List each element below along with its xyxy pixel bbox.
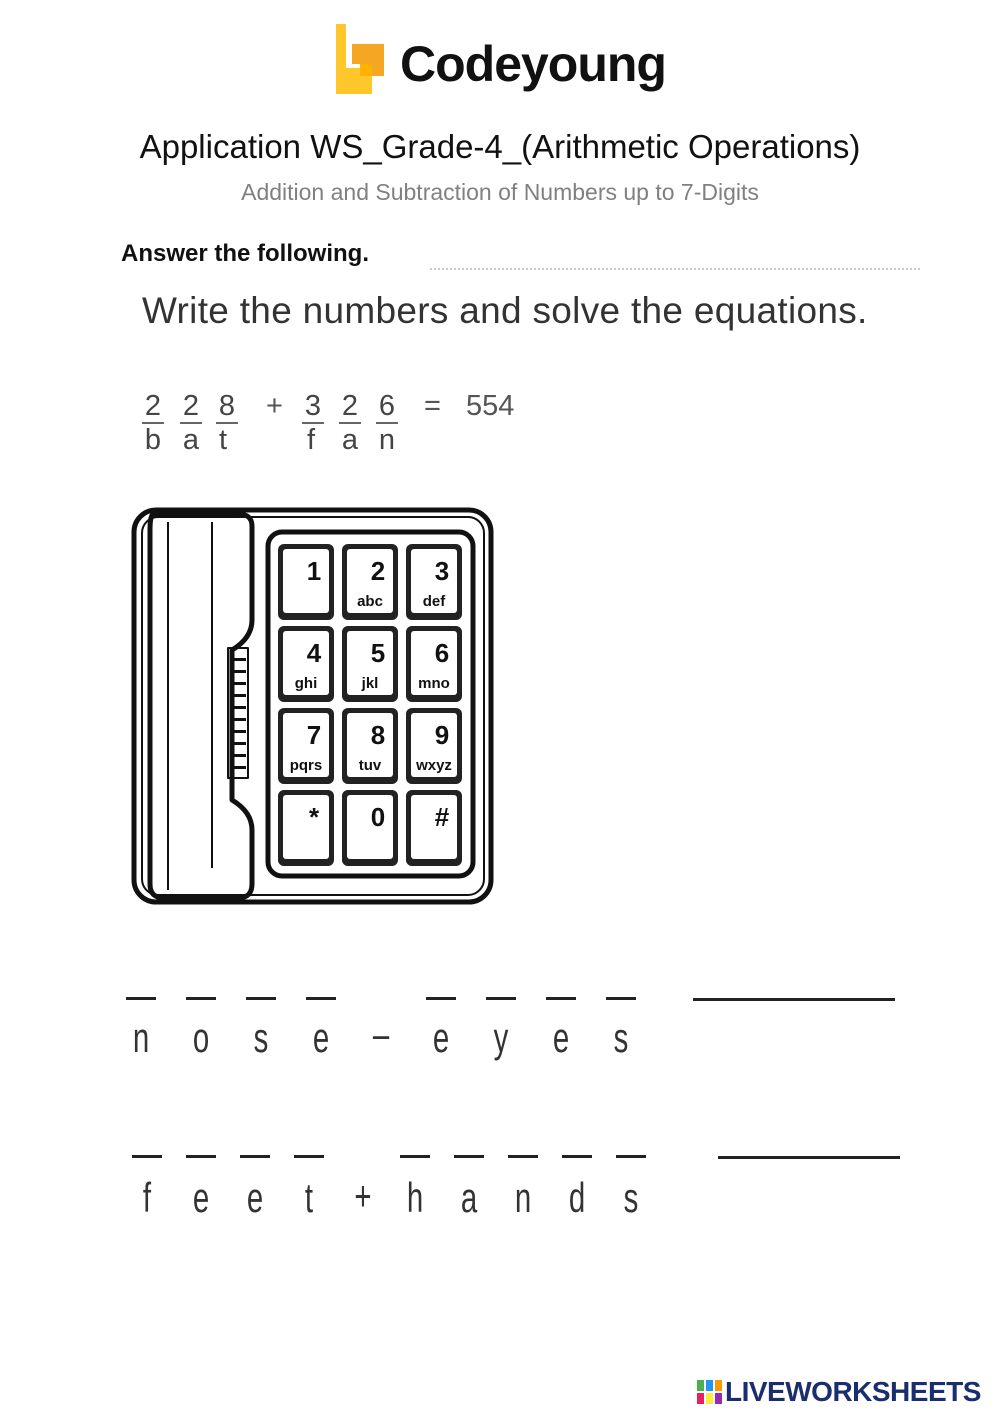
answer-blank[interactable]	[246, 997, 276, 1000]
puzzle-letter: e	[312, 1014, 330, 1061]
answer-blank[interactable]	[306, 997, 336, 1000]
keypad-key-0[interactable]	[342, 790, 398, 866]
answer-blank[interactable]	[186, 1155, 216, 1158]
keypad-key-letters: ghi	[294, 675, 318, 692]
puzzle-letter: e	[552, 1014, 570, 1061]
example-digit: 8	[216, 390, 238, 424]
example-letter: f	[306, 424, 316, 456]
keypad-key-9[interactable]	[406, 708, 462, 784]
puzzle-letter: s	[613, 1014, 629, 1061]
instruction-text: Answer the following.	[121, 240, 370, 267]
puzzle-operator: +	[354, 1172, 372, 1219]
keypad-key-number: 5	[370, 638, 386, 668]
keypad-key-number: *	[308, 802, 320, 832]
answer-blank[interactable]	[606, 997, 636, 1000]
keypad-key-star[interactable]	[278, 790, 334, 866]
puzzle-letter: h	[406, 1174, 424, 1221]
answer-blank[interactable]	[616, 1155, 646, 1158]
answer-blank[interactable]	[486, 997, 516, 1000]
telephone-illustration	[120, 500, 500, 910]
example-digit: 2	[339, 390, 361, 424]
puzzle-letter: s	[253, 1014, 269, 1061]
puzzle-letter: e	[246, 1174, 264, 1221]
keypad-key-3[interactable]	[406, 544, 462, 620]
example-letter: a	[341, 424, 359, 456]
keypad-key-2[interactable]	[342, 544, 398, 620]
example-digit: 6	[376, 390, 398, 424]
puzzle-operator: –	[372, 1010, 390, 1057]
keypad-key-letters: wxyz	[416, 757, 452, 774]
example-result: 554	[466, 390, 515, 422]
puzzle-letter: n	[514, 1174, 532, 1221]
liveworksheets-brand: LIVEWORKSHEETS	[725, 1376, 981, 1407]
keypad-key-number: 2	[370, 556, 386, 586]
example-letter: b	[144, 424, 162, 456]
codeyoung-logo	[332, 24, 672, 104]
dotted-divider	[430, 268, 920, 270]
brand-name: Codeyoung	[400, 36, 666, 92]
keypad-key-4[interactable]	[278, 626, 334, 702]
keypad-key-number: 7	[306, 720, 322, 750]
answer-blank[interactable]	[240, 1155, 270, 1158]
keypad-key-number: 9	[434, 720, 450, 750]
keypad-key-letters: tuv	[358, 757, 382, 774]
answer-blank[interactable]	[186, 997, 216, 1000]
example-equals: =	[424, 390, 441, 422]
example-digit: 2	[180, 390, 202, 424]
puzzle-letter: n	[132, 1014, 150, 1061]
puzzle-letter: e	[432, 1014, 450, 1061]
keypad-key-7[interactable]	[278, 708, 334, 784]
keypad-key-number: #	[434, 802, 450, 832]
puzzle-letter: y	[493, 1014, 509, 1061]
puzzle-letter: s	[623, 1174, 639, 1221]
keypad-key-hash[interactable]	[406, 790, 462, 866]
task-heading: Write the numbers and solve the equations.	[142, 290, 868, 331]
answer-blank[interactable]	[546, 997, 576, 1000]
answer-blank[interactable]	[294, 1155, 324, 1158]
example-letter: t	[218, 424, 228, 456]
keypad-key-8[interactable]	[342, 708, 398, 784]
puzzle-letter: f	[142, 1174, 152, 1221]
worksheet-subtitle: Addition and Subtraction of Numbers up to 7-Digits	[241, 179, 759, 205]
answer-line[interactable]	[693, 998, 895, 1001]
keypad-key-letters: abc	[357, 593, 383, 610]
keypad-key-letters: jkl	[361, 675, 379, 692]
answer-blank[interactable]	[454, 1155, 484, 1158]
example-letter: n	[378, 424, 396, 456]
answer-line[interactable]	[718, 1156, 900, 1159]
keypad-key-letters: def	[422, 593, 446, 610]
puzzle-letter: a	[460, 1174, 478, 1221]
worksheet-title: Application WS_Grade-4_(Arithmetic Operations)	[139, 128, 861, 165]
keypad-key-number: 8	[370, 720, 386, 750]
keypad-key-number: 0	[370, 802, 386, 832]
keypad-key-5[interactable]	[342, 626, 398, 702]
keypad-key-number: 3	[434, 556, 450, 586]
keypad-key-1[interactable]	[278, 544, 334, 620]
puzzle-letter: o	[192, 1014, 210, 1061]
answer-blank[interactable]	[126, 997, 156, 1000]
keypad-key-letters: pqrs	[289, 757, 323, 774]
keypad-key-6[interactable]	[406, 626, 462, 702]
example-letter: a	[182, 424, 200, 456]
liveworksheets-logo[interactable]	[697, 1378, 997, 1408]
answer-blank[interactable]	[562, 1155, 592, 1158]
example-operator: +	[266, 390, 283, 422]
answer-blank[interactable]	[426, 997, 456, 1000]
puzzle-letter: d	[568, 1174, 586, 1221]
keypad-key-number: 1	[306, 556, 322, 586]
keypad-key-number: 4	[306, 638, 322, 668]
liveworksheets-logo-icon	[697, 1380, 723, 1404]
example-digit: 3	[302, 390, 324, 424]
answer-blank[interactable]	[132, 1155, 162, 1158]
puzzle-letter: e	[192, 1174, 210, 1221]
keypad-key-letters: mno	[418, 675, 450, 692]
codeyoung-logo-mark-icon	[332, 24, 388, 96]
answer-blank[interactable]	[400, 1155, 430, 1158]
example-digit: 2	[142, 390, 164, 424]
keypad-key-number: 6	[434, 638, 450, 668]
answer-blank[interactable]	[508, 1155, 538, 1158]
puzzle-letter: t	[304, 1174, 314, 1221]
